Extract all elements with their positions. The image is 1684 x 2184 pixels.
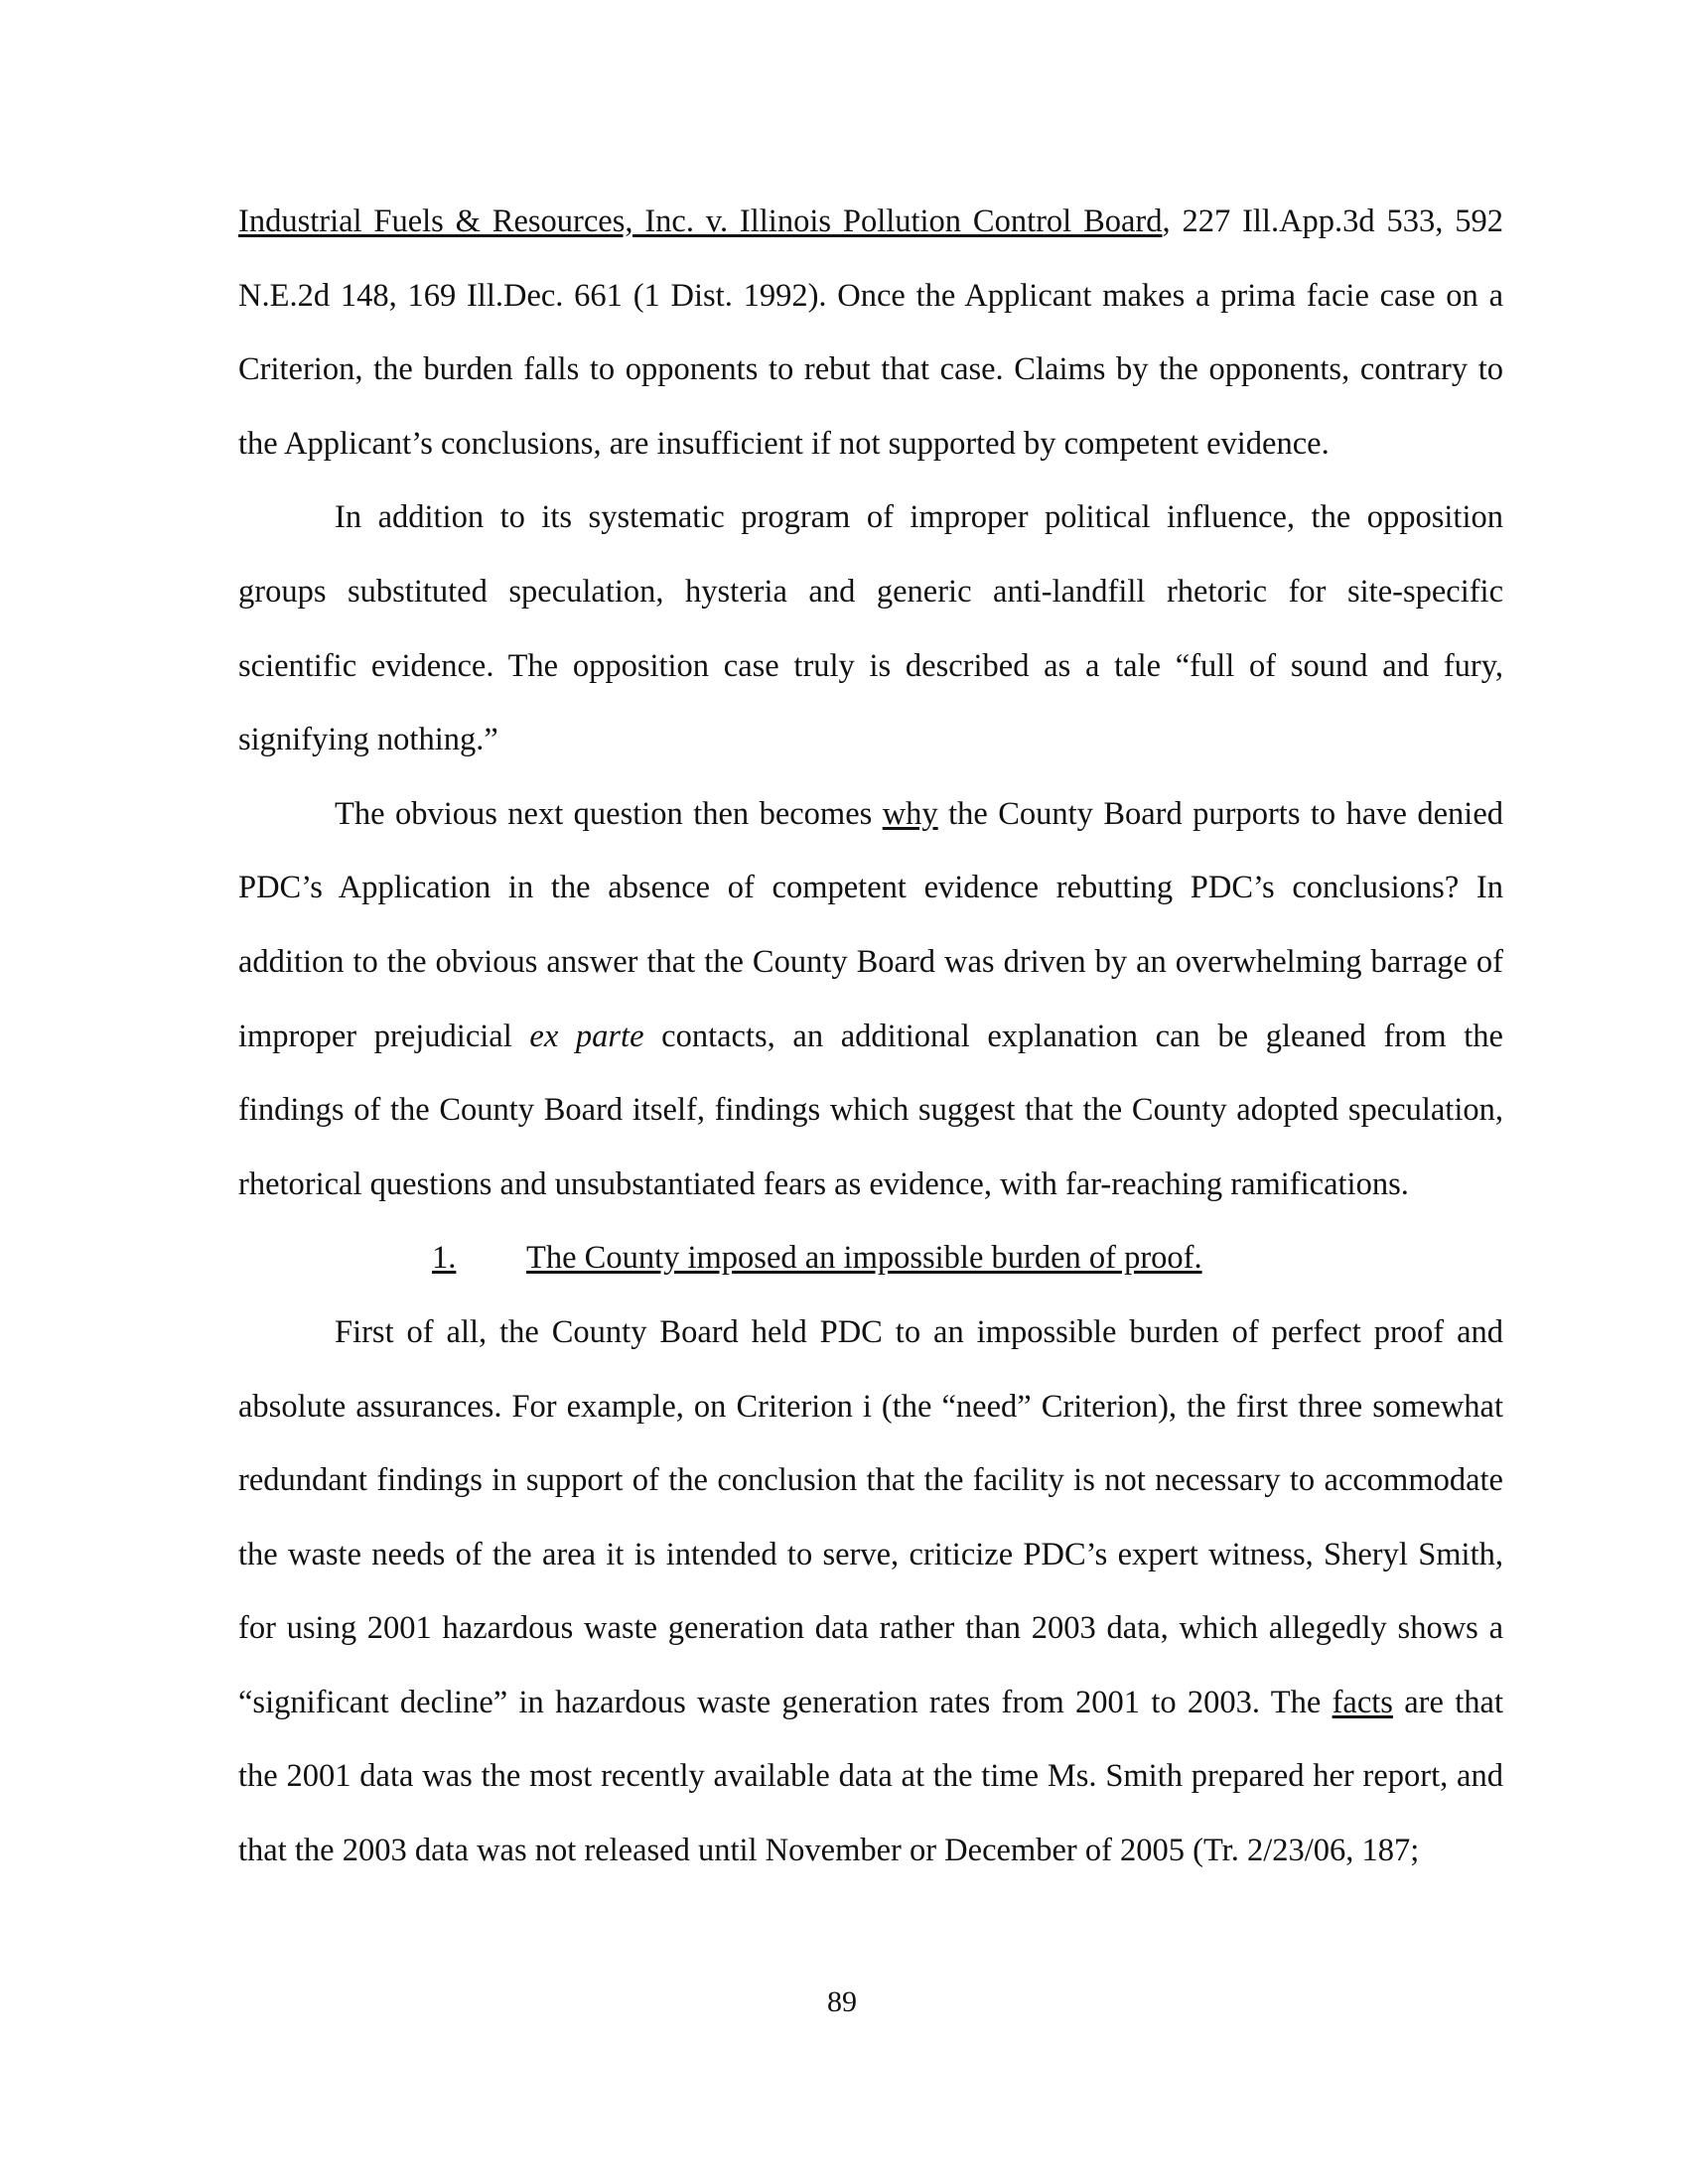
page-number: 89: [827, 1985, 857, 2018]
case-citation: Industrial Fuels & Resources, Inc. v. Illinois Pollution Control Board: [238, 204, 1163, 239]
emphasis-why: why: [882, 795, 938, 832]
paragraph-opposition: [238, 480, 1503, 776]
section-number: 1.: [432, 1240, 457, 1277]
emphasis-facts: facts: [1332, 1684, 1393, 1720]
paragraph-text: The obvious next question then becomes: [335, 795, 883, 832]
paragraph-text: In addition to its systematic program of improper political influence, the opposition groups substituted speculation, hysteria and generic anti-landfill rhetoric for site-specific scientific evidence. The opposition case truly is described as a tale “full of sound and fury, signifying nothing.”: [238, 499, 1503, 758]
document-body: [238, 185, 1503, 1888]
paragraph-citation-continuation: [238, 185, 1503, 480]
section-title: The County imposed an impossible burden of proof.: [526, 1240, 1202, 1277]
italic-ex-parte: ex parte: [529, 1018, 644, 1054]
paragraph-text: the County Board purports to have denied PDC’s Application in the absence of competent evidence rebutting PDC’s conclusions? In addition to the obvious answer that the County Board was driven by an overwhelming barrage of improper prejudicial: [238, 795, 1503, 1054]
paragraph-text: First of all, the County Board held PDC to an impossible burden of perfect proof and absolute assurances. For example, on Criterion i (the “need” Criterion), the first three somewhat redundant findings in support of the conclusion that the facility is not necessary to accommodate the waste needs of the area it is intended to serve, criticize PDC’s expert witness, Sheryl Smith, for using 2001 hazardous waste generation data rather than 2003 data, which allegedly shows a “significant decline” in hazardous waste generation rates from 2001 to 2003. The: [238, 1313, 1503, 1720]
paragraph-text: contacts, an additional explanation can be gleaned from the findings of the County Board itself, findings which suggest that the County adopted speculation, rhetorical questions and unsubstantiated fears as evidence, with far-reaching ramifications.: [238, 1018, 1503, 1202]
paragraph-next-question: [238, 777, 1503, 1222]
section-heading: [238, 1221, 1503, 1296]
paragraph-text: , 227 Ill.App.3d 533, 592 N.E.2d 148, 169 Ill.Dec. 661 (1 Dist. 1992). Once the Applicant makes a prima facie case on a Criterion, the burden falls to opponents to rebut that case. Claims by the opponents, contrary to the Applicant’s conclusions, are insufficient if not supported by competent evidence.: [238, 204, 1503, 462]
paragraph-text: are that the 2001 data was the most recently available data at the time Ms. Smith prepared her report, and that the 2003 data was not released until November or December of 2005 (Tr. 2/23/06, 187;: [238, 1684, 1503, 1869]
paragraph-burden-of-proof: [238, 1296, 1503, 1888]
